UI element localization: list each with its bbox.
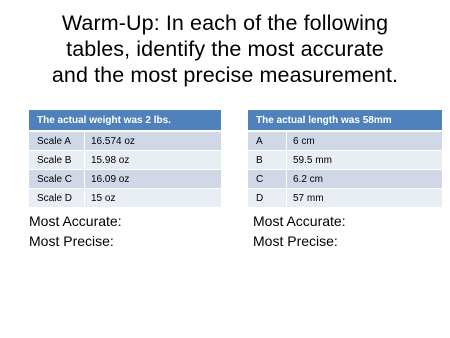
table-row bbox=[248, 170, 442, 189]
measurement-cell: 16.09 oz bbox=[85, 170, 222, 189]
title-line: tables, identify the most accurate bbox=[66, 37, 384, 61]
measurement-cell: 57 mm bbox=[287, 189, 443, 208]
measurement-cell: 15 oz bbox=[85, 189, 222, 208]
measurement-cell: 6 cm bbox=[287, 131, 443, 151]
measurement-cell: 59.5 mm bbox=[287, 151, 443, 170]
table-row bbox=[29, 170, 221, 189]
right-answer-prompts bbox=[253, 211, 346, 251]
measurement-cell: 16.574 oz bbox=[85, 131, 222, 151]
scale-cell: Scale A bbox=[29, 131, 85, 151]
table-row bbox=[248, 131, 442, 151]
scale-cell: Scale D bbox=[29, 189, 85, 208]
length-table bbox=[248, 110, 442, 207]
table-row bbox=[29, 189, 221, 208]
weight-table bbox=[29, 110, 221, 207]
option-cell: B bbox=[248, 151, 287, 170]
most-precise-label: Most Precise: bbox=[253, 233, 338, 249]
title-line: Warm-Up: In each of the following bbox=[61, 11, 389, 35]
left-answer-prompts bbox=[29, 211, 122, 251]
table-row bbox=[248, 189, 442, 208]
most-accurate-label: Most Accurate: bbox=[29, 213, 122, 229]
scale-cell: Scale B bbox=[29, 151, 85, 170]
table-row bbox=[29, 131, 221, 151]
weight-table-header: The actual weight was 2 lbs. bbox=[29, 110, 221, 131]
title-line: and the most precise measurement. bbox=[51, 63, 399, 87]
most-accurate-label: Most Accurate: bbox=[253, 213, 346, 229]
measurement-cell: 15.98 oz bbox=[85, 151, 222, 170]
table-row bbox=[248, 151, 442, 170]
option-cell: D bbox=[248, 189, 287, 208]
length-table-header: The actual length was 58mm bbox=[248, 110, 442, 131]
table-row bbox=[29, 151, 221, 170]
slide-title bbox=[0, 10, 450, 88]
measurement-cell: 6.2 cm bbox=[287, 170, 443, 189]
scale-cell: Scale C bbox=[29, 170, 85, 189]
option-cell: C bbox=[248, 170, 287, 189]
option-cell: A bbox=[248, 131, 287, 151]
most-precise-label: Most Precise: bbox=[29, 233, 114, 249]
